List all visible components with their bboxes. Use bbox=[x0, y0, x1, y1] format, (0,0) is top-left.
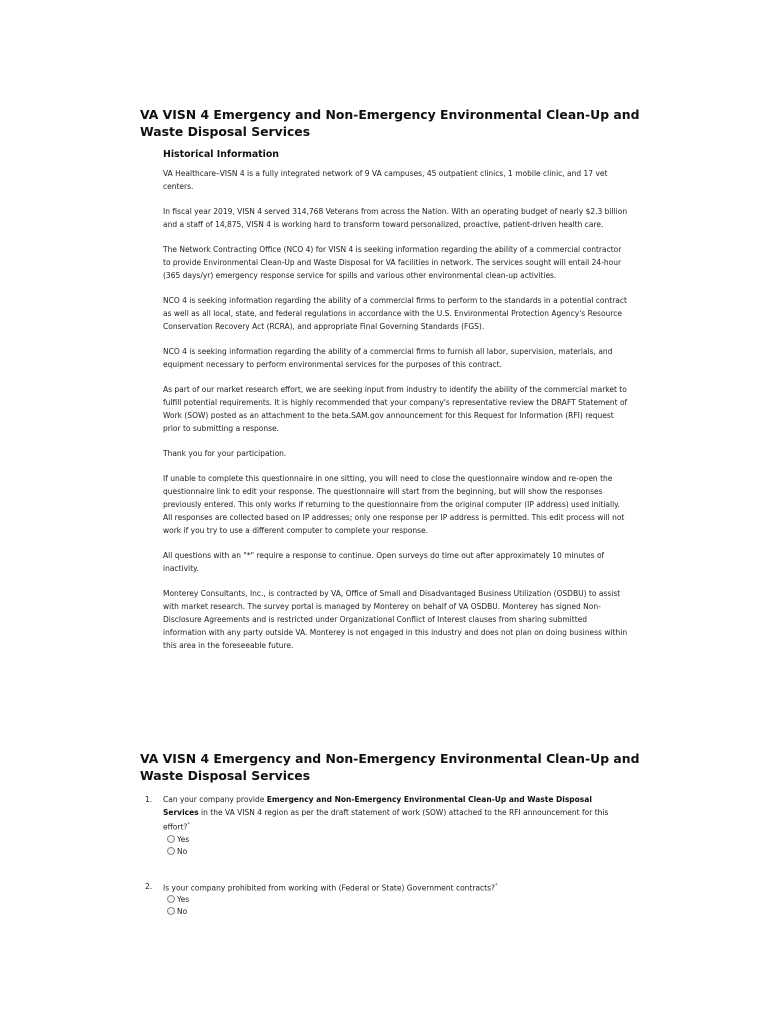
question-text-part: in the VA VISN 4 region as per the draft statement of work (SOW) attached to the RFI announcement for this effort? bbox=[163, 808, 609, 832]
option-label: No bbox=[177, 907, 188, 916]
intro-paragraph: The Network Contracting Office (NCO 4) for VISN 4 is seeking information regarding the ability of a commercial contractor to provide Environmental Clean-Up and Waste Disposal for VA facilities in network. The services sought will entail 24-hour (365 days/yr) emergency response service for spills and various other environmental clean-up activities. bbox=[163, 245, 622, 280]
option-yes[interactable] bbox=[167, 834, 630, 846]
question-text bbox=[163, 880, 630, 895]
answer-options bbox=[163, 894, 630, 918]
intro-paragraph: NCO 4 is seeking information regarding the ability of a commercial firms to furnish all labor, supervision, materials, and equipment necessary to perform environmental services for the purposes of this contract. bbox=[163, 347, 613, 369]
option-no[interactable] bbox=[167, 906, 630, 918]
answer-options bbox=[163, 834, 630, 858]
required-asterisk: * bbox=[495, 882, 498, 889]
radio-button-no[interactable] bbox=[167, 907, 175, 915]
question-text-part: Can your company provide bbox=[163, 795, 267, 804]
option-yes[interactable] bbox=[167, 894, 630, 906]
intro-paragraph: Thank you for your participation. bbox=[163, 449, 287, 458]
historical-information-heading: Historical Information bbox=[163, 149, 279, 160]
intro-paragraph: In fiscal year 2019, VISN 4 served 314,768 Veterans from across the Nation. With an operating budget of nearly $2.3 billion and a staff of 14,875, VISN 4 is working hard to transform toward personalized, proactive, patient-driven health care. bbox=[163, 207, 628, 229]
radio-button-yes[interactable] bbox=[167, 895, 175, 903]
question-1 bbox=[140, 793, 630, 858]
questions-list bbox=[140, 793, 630, 940]
question-2 bbox=[140, 880, 630, 919]
question-number: 2. bbox=[145, 881, 153, 891]
question-text-part: Is your company prohibited from working with (Federal or State) Government contracts? bbox=[163, 883, 495, 892]
option-label: Yes bbox=[177, 895, 190, 904]
radio-button-yes[interactable] bbox=[167, 835, 175, 843]
intro-paragraph: All questions with an "*" require a response to continue. Open surveys do time out after approximately 10 minutes of inactivity. bbox=[163, 551, 605, 573]
intro-paragraph: If unable to complete this questionnaire in one sitting, you will need to close the questionnaire window and re-open the questionnaire link to edit your response. The questionnaire will start from the beginning, but will show the responses previously entered. This only works if returning to the questionnaire from the original computer (IP address) used initially. All responses are collected based on IP addresses; only one response per IP address is permitted. This edit process will not work if you try to use a different computer to complete your response. bbox=[163, 474, 625, 535]
intro-paragraph: As part of our market research effort, we are seeking input from industry to identify the ability of the commercial market to fulfill potential requirements. It is highly recommended that your company's representative review the DRAFT Statement of Work (SOW) posted as an attachment to the beta.SAM.gov announcement for this Request for Information (RFI) request prior to submitting a response. bbox=[163, 385, 628, 433]
option-label: Yes bbox=[177, 834, 190, 844]
option-label: No bbox=[177, 846, 188, 856]
questionnaire-title: VA VISN 4 Emergency and Non-Emergency Environmental Clean-Up and Waste Disposal Services bbox=[140, 751, 640, 783]
intro-paragraph: NCO 4 is seeking information regarding the ability of a commercial firms to perform to the standards in a potential contract as well as all local, state, and federal regulations in accordance with the U.S. Environmental Protection Agency's Resource Conservation Recovery Act (RCRA), and appropriate Final Governing Standards (FGS). bbox=[163, 296, 627, 331]
intro-paragraph: Monterey Consultants, Inc., is contracted by VA, Office of Small and Disadvantaged Business Utilization (OSDBU) to assist with market research. The survey portal is managed by Monterey on behalf of VA OSDBU. Monterey has signed Non-Disclosure Agreements and is restricted under Organizational Conflict of Interest clauses from sharing submitted information with any party outside VA. Monterey is not engaged in this industry and does not plan on doing business within this area in the foreseeable future. bbox=[163, 589, 628, 650]
survey-title: VA VISN 4 Emergency and Non-Emergency Environmental Clean-Up and Waste Disposal Services bbox=[140, 107, 640, 139]
intro-paragraph: VA Healthcare–VISN 4 is a fully integrated network of 9 VA campuses, 45 outpatient clinics, 1 mobile clinic, and 17 vet centers. bbox=[163, 169, 608, 191]
option-no[interactable] bbox=[167, 846, 630, 858]
intro-section bbox=[163, 148, 629, 664]
required-asterisk: * bbox=[187, 822, 190, 828]
question-number: 1. bbox=[145, 795, 153, 804]
question-text bbox=[163, 793, 630, 834]
radio-button-no[interactable] bbox=[167, 847, 175, 855]
question-text-bold: Emergency and Non-Emergency Environmental Clean-Up and Waste Disposal Services bbox=[163, 795, 592, 817]
